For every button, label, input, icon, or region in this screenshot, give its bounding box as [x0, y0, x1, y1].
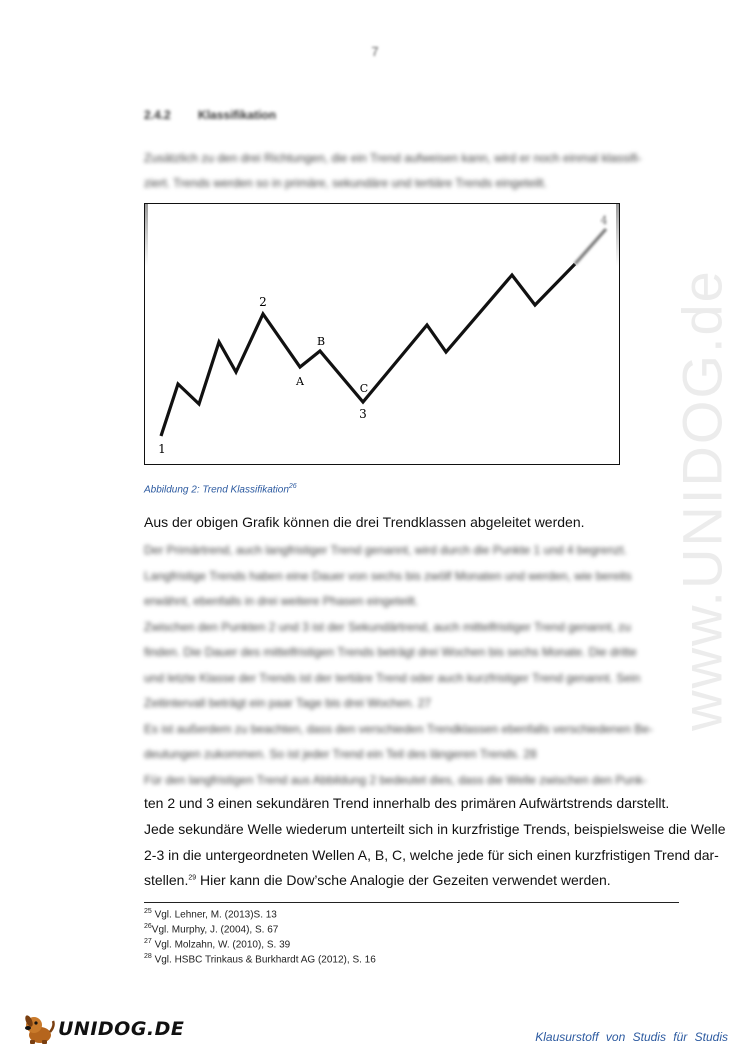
figure-caption: [144, 483, 297, 495]
text-line: Langfristige Trends haben eine Dauer von sechs bis zwölf Monaten und werden, wie bereits: [144, 568, 632, 583]
text-line: ziert. Trends werden so in primäre, sekundäre und tertiäre Trends eingeteilt.: [144, 175, 547, 190]
blurred-body: [144, 538, 679, 793]
section-title: Klassifikation: [198, 108, 277, 122]
footnote-text: Vgl. Molzahn, W. (2010), S. 39: [154, 939, 291, 951]
caption-footnote-ref: 26: [288, 483, 297, 490]
frame-shadow-left: [145, 204, 148, 266]
footnote-item: [144, 923, 278, 935]
footnote-item: [144, 908, 277, 920]
page-number: 7: [371, 44, 379, 59]
label-point-3: 3: [359, 407, 367, 421]
label-point-2: 2: [259, 295, 267, 309]
footnote-divider: [144, 902, 679, 903]
text-line: Zeitintervall beträgt ein paar Tage bis drei Wochen. 27: [144, 696, 432, 710]
section-heading: [144, 108, 276, 122]
text-span: stellen.: [144, 872, 189, 888]
text-line: Zwischen den Punkten 2 und 3 ist der Sekundärtrend, auch mittelfristiger Trend genannt, zu: [144, 619, 631, 634]
label-point-a: A: [296, 375, 304, 388]
text-line: Zusätzlich zu den drei Richtungen, die ein Trend aufweisen kann, wird er noch einmal klassifi-: [144, 151, 642, 165]
footnote-number: 26: [144, 923, 152, 930]
section-number: 2.4.2: [144, 108, 171, 122]
trend-line-end: [575, 229, 606, 264]
text-line: deutungen zukommen. So ist jeder Trend ein Teil des längeren Trends. 28: [144, 747, 537, 761]
caption-text: Abbildung 2: Trend Klassifikation: [144, 484, 289, 496]
tagline: Klausurstoff von Studis für Studis: [535, 1030, 728, 1044]
logo-text: UNIDOG.DE: [58, 1018, 185, 1040]
intro-paragraph: [144, 146, 679, 195]
footnote-item: [144, 953, 376, 965]
text-line: Es ist außerdem zu beachten, dass den verschieden Trendklassen ebenfalls verschiedenen Be-: [144, 721, 653, 736]
footnote-ref: 29: [188, 874, 197, 882]
footnote-text: Vgl. Murphy, J. (2004), S. 67: [151, 924, 279, 936]
text-line: Für den langfristigen Trend aus Abbildung 2 bedeutet dies, dass die Welle zwischen den Punk-: [144, 772, 647, 787]
label-point-c: C: [359, 382, 369, 395]
label-point-1: 1: [158, 442, 166, 456]
footnote-number: 27: [144, 938, 152, 945]
body-line: [144, 872, 679, 888]
trend-figure: [144, 203, 620, 465]
footnote-text: Vgl. HSBC Trinkaus & Burkhardt AG (2012), S. 16: [154, 954, 376, 966]
label-point-b: B: [316, 335, 326, 348]
text-span: Hier kann die Dow’sche Analogie der Gezeiten verwendet werden.: [196, 872, 611, 888]
unidog-logo[interactable]: [22, 1012, 184, 1046]
footnote-number: 28: [144, 953, 152, 960]
text-line: finden. Die Dauer des mittelfristigen Trends beträgt drei Wochen bis sechs Monate. Die dritte: [144, 645, 637, 659]
lead-sentence: Aus der obigen Grafik können die drei Trendklassen abgeleitet werden.: [144, 514, 585, 530]
watermark: www.UNIDOG.de: [670, 269, 734, 731]
text-line: und letzte Klasse der Trends ist der tertiäre Trend oder auch kurzfristiger Trend genannt. Sein: [144, 670, 641, 685]
trend-classification-graphic: [145, 204, 619, 464]
trend-line: [161, 264, 575, 436]
label-point-4: 4: [600, 214, 608, 227]
footnote-number: 25: [144, 908, 152, 915]
body-line: Jede sekundäre Welle wiederum unterteilt sich in kurzfristige Trends, beispielsweise die Welle: [144, 821, 726, 837]
footnote-item: [144, 938, 290, 950]
body-line: 2-3 in die untergeordneten Wellen A, B, C, welche jede für sich einen kurzfristigen Trend dar-: [144, 847, 719, 863]
text-line: Der Primärtrend, auch langfristiger Trend genannt, wird durch die Punkte 1 und 4 begrenzt.: [144, 543, 627, 557]
dog-mascot-icon: [22, 1012, 56, 1046]
text-line: erwähnt, ebenfalls in drei weitere Phasen eingeteilt.: [144, 594, 419, 608]
frame-shadow-right: [616, 204, 619, 266]
body-line: ten 2 und 3 einen sekundären Trend innerhalb des primären Aufwärtstrends darstellt.: [144, 795, 670, 811]
footnote-text: Vgl. Lehner, M. (2013)S. 13: [154, 909, 277, 921]
